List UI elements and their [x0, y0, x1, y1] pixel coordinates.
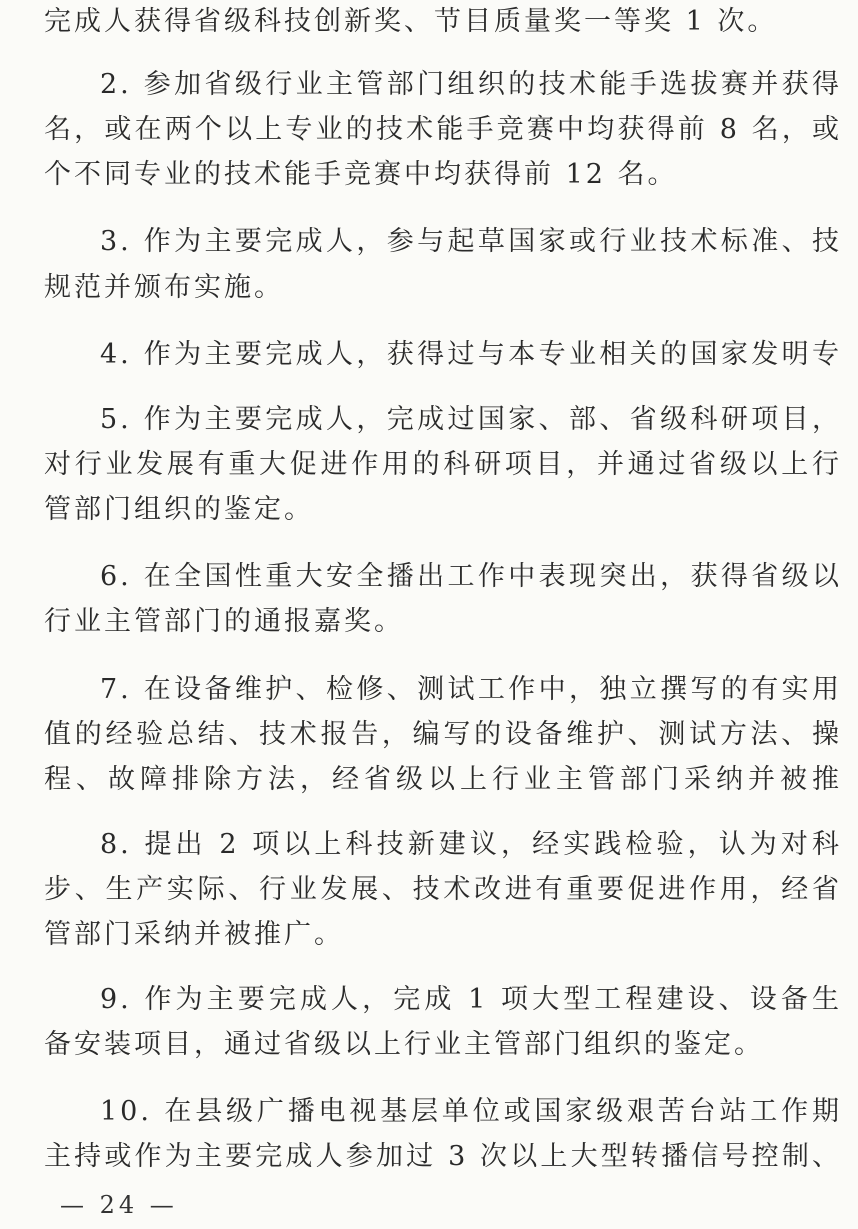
text-line: 名，或在两个以上专业的技术能手竞赛中均获得前 8 名，或: [44, 114, 842, 145]
text-line: 备安装项目，通过省级以上行业主管部门组织的鉴定。: [44, 1029, 764, 1060]
paragraph-4-line: 4. 作为主要完成人，获得过与本专业相关的国家发明专: [100, 339, 842, 370]
paragraph-7-line: 7. 在设备维护、检修、测试工作中，独立撰写的有实用: [100, 674, 842, 705]
paragraph-6-line: 6. 在全国性重大安全播出工作中表现突出，获得省级以: [100, 561, 842, 592]
text-line: 管部门采纳并被推广。: [44, 919, 344, 950]
page-number: — 24 —: [60, 1191, 178, 1219]
paragraph-8-line: 8. 提出 2 项以上科技新建议，经实践检验，认为对科: [100, 829, 842, 860]
text-line: 行业主管部门的通报嘉奖。: [44, 606, 404, 637]
text-line: 完成人获得省级科技创新奖、节目质量奖一等奖 1 次。: [44, 6, 778, 37]
text-line: 个不同专业的技术能手竞赛中均获得前 12 名。: [44, 159, 678, 190]
text-line: 主持或作为主要完成人参加过 3 次以上大型转播信号控制、: [44, 1141, 842, 1172]
paragraph-5-line: 5. 作为主要完成人，完成过国家、部、省级科研项目，: [100, 404, 842, 435]
text-line: 对行业发展有重大促进作用的科研项目，并通过省级以上行: [44, 449, 842, 480]
text-line: 值的经验总结、技术报告，编写的设备维护、测试方法、操: [44, 719, 842, 750]
paragraph-9-line: 9. 作为主要完成人，完成 1 项大型工程建设、设备生: [100, 984, 842, 1015]
paragraph-2-line: 2. 参加省级行业主管部门组织的技术能手选拔赛并获得: [100, 69, 842, 100]
text-line: 程、故障排除方法，经省级以上行业主管部门采纳并被推: [44, 764, 842, 795]
text-line: 步、生产实际、行业发展、技术改进有重要促进作用，经省: [44, 874, 842, 905]
text-line: 规范并颁布实施。: [44, 272, 284, 303]
text-line: 管部门组织的鉴定。: [44, 494, 314, 525]
paragraph-3-line: 3. 作为主要完成人，参与起草国家或行业技术标准、技: [100, 226, 842, 257]
paragraph-10-line: 10. 在县级广播电视基层单位或国家级艰苦台站工作期: [100, 1096, 842, 1127]
